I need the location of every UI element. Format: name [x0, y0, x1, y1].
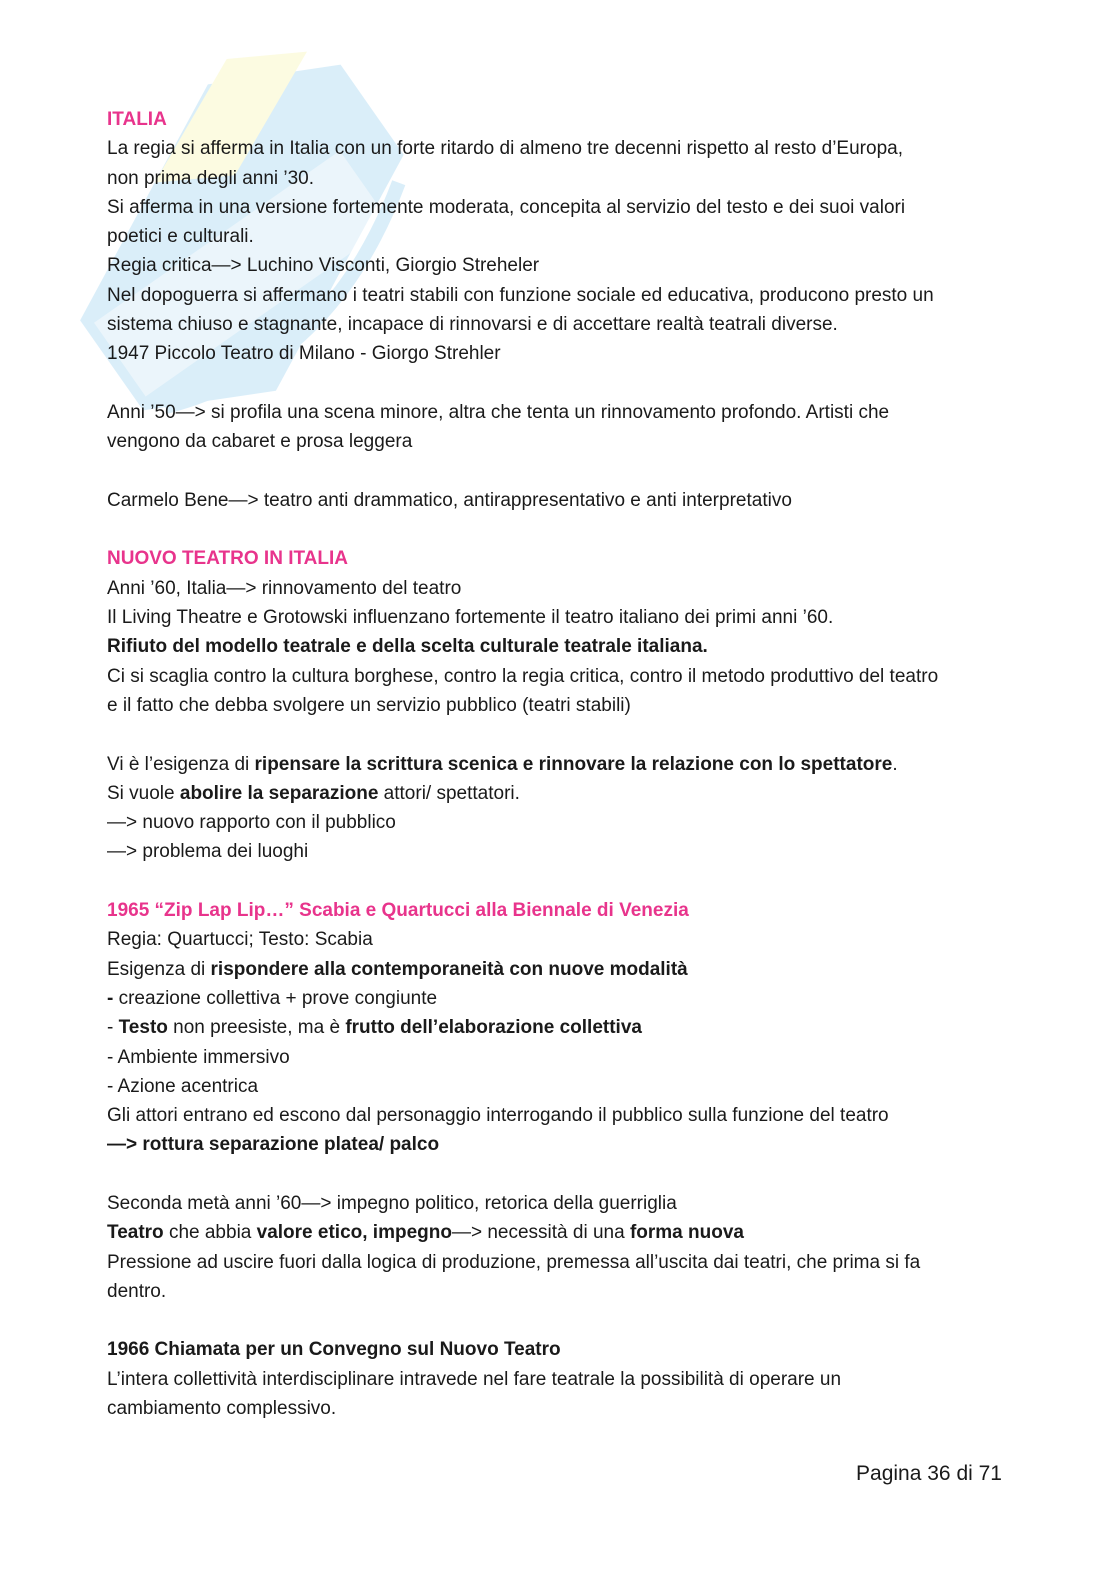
bold-text: Teatro [107, 1222, 164, 1244]
text-line [107, 955, 1027, 984]
text-span: Si vuole [107, 782, 180, 804]
section-title-italia: ITALIA [107, 109, 167, 130]
bold-text: Testo [118, 1017, 168, 1039]
spacer [107, 369, 1027, 398]
text-line: cambiamento complessivo. [107, 1398, 337, 1420]
text-line: Carmelo Bene—> teatro anti drammatico, antirappresentativo e anti interpretativo [107, 489, 792, 511]
text-line: Nel dopoguerra si affermano i teatri stabili con funzione sociale ed educativa, producono presto un [107, 284, 934, 306]
page-content [107, 105, 1027, 1423]
text-span: non preesiste, ma è [167, 1017, 346, 1039]
text-line: Gli attori entrano ed escono dal personaggio interrogando il pubblico sulla funzione del teatro [107, 1105, 889, 1127]
text-line: Ci si scaglia contro la cultura borghese, contro la regia critica, contro il metodo produttivo del teatro [107, 665, 939, 687]
text-line: Seconda metà anni ’60—> impegno politico, retorica della guerriglia [107, 1192, 677, 1214]
text-line: Il Living Theatre e Grotowski influenzano fortemente il teatro italiano dei primi anni ’60. [107, 607, 834, 629]
text-line: Regia: Quartucci; Testo: Scabia [107, 929, 373, 951]
text-line: non prima degli anni ’30. [107, 167, 315, 189]
section-title-zip-lap-lip: 1965 “Zip Lap Lip…” Scabia e Quartucci alla Biennale di Venezia [107, 900, 689, 922]
spacer [107, 720, 1027, 749]
bold-text: abolire la separazione [179, 782, 379, 804]
text-line: 1947 Piccolo Teatro di Milano - Giorgo Strehler [107, 343, 501, 365]
spacer [107, 867, 1027, 896]
text-line: L’intera collettività interdisciplinare intravede nel fare teatrale la possibilità di operare un [107, 1368, 842, 1390]
text-line [107, 750, 1027, 779]
text-span: . [892, 753, 898, 775]
bold-text: Rifiuto del modello teatrale e della scelta culturale teatrale italiana. [107, 636, 708, 658]
text-line: poetici e culturali. [107, 226, 254, 248]
text-line: Anni ’60, Italia—> rinnovamento del teatro [107, 577, 462, 599]
section-title-convegno: 1966 Chiamata per un Convegno sul Nuovo Teatro [107, 1339, 561, 1361]
text-span: —> necessità di una [451, 1222, 630, 1244]
text-line: e il fatto che debba svolgere un servizio pubblico (teatri stabili) [107, 694, 631, 716]
text-line: vengono da cabaret e prosa leggera [107, 431, 413, 453]
text-span: che abbia [163, 1222, 257, 1244]
text-line [107, 779, 1027, 808]
text-span: attori/ spettatori. [378, 782, 520, 804]
text-line: La regia si afferma in Italia con un forte ritardo di almeno tre decenni rispetto al resto d’Europa, [107, 138, 903, 160]
bold-text: valore etico, impegno [256, 1222, 452, 1244]
page-number: Pagina 36 di 71 [856, 1462, 1002, 1485]
text-span: Esigenza di [107, 958, 211, 980]
text-line: Pressione ad uscire fuori dalla logica di produzione, premessa all’uscita dai teatri, che prima si fa [107, 1251, 921, 1273]
bold-text: rispondere alla contemporaneità con nuove modalità [210, 958, 688, 980]
bold-text: forma nuova [629, 1222, 744, 1244]
text-line: Anni ’50—> si profila una scena minore, altra che tenta un rinnovamento profondo. Artisti che [107, 401, 890, 423]
text-line: Si afferma in una versione fortemente moderata, concepita al servizio del testo e dei suoi valori [107, 196, 906, 218]
spacer [107, 1306, 1027, 1335]
list-item: - Azione acentrica [107, 1075, 259, 1097]
text-line-bold [107, 1130, 1027, 1159]
text-span: creazione collettiva + prove congiunte [113, 987, 438, 1009]
spacer [107, 515, 1027, 544]
text-line: —> problema dei luoghi [107, 841, 309, 863]
text-line: —> nuovo rapporto con il pubblico [107, 812, 396, 834]
spacer [107, 1160, 1027, 1189]
text-line: Regia critica—> Luchino Visconti, Giorgio Streheler [107, 255, 540, 277]
bold-text: —> rottura separazione platea/ palco [107, 1134, 440, 1156]
section-title-nuovo-teatro: NUOVO TEATRO IN ITALIA [107, 548, 349, 570]
spacer [107, 457, 1027, 486]
list-item [107, 984, 1027, 1013]
bold-text: - [107, 987, 114, 1009]
text-span: - [107, 1017, 119, 1039]
text-line: sistema chiuso e stagnante, incapace di rinnovarsi e di accettare realtà teatrali diverse. [107, 314, 838, 336]
text-line [107, 1218, 1027, 1247]
text-span: Vi è l’esigenza di [107, 753, 255, 775]
list-item [107, 1013, 1027, 1042]
text-line: dentro. [107, 1280, 167, 1302]
bold-text: ripensare la scrittura scenica e rinnovare la relazione con lo spettatore [254, 753, 893, 775]
list-item: - Ambiente immersivo [107, 1046, 290, 1068]
bold-text: frutto dell’elaborazione collettiva [345, 1017, 642, 1039]
text-line-bold [107, 632, 1027, 661]
